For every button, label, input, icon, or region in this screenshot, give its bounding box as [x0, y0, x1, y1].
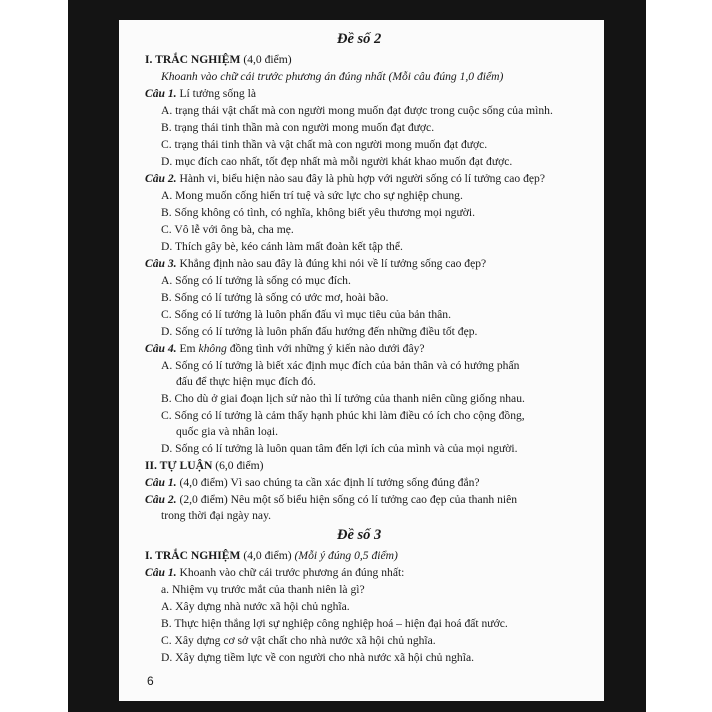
scan-border-left [68, 0, 119, 712]
option-c: C. Vô lễ với ông bà, cha mẹ. [161, 223, 294, 236]
option-d: D. Thích gây bè, kéo cánh làm mất đoàn kết tập thể. [161, 240, 403, 253]
question-label: Câu 2. [145, 172, 177, 185]
essay-question-2 [145, 493, 517, 507]
scan-border-top [68, 0, 646, 20]
exam-2-part2-heading [145, 459, 264, 473]
option-a: A. Mong muốn cống hiến trí tuệ và sức lực cho sự nghiệp chung. [161, 189, 463, 202]
question-text: Khẳng định nào sau đây là đúng khi nói về lí tưởng sống cao đẹp? [176, 257, 487, 270]
option-a: A. Sống có lí tưởng là biết xác định mục đích của bản thân và có hướng phấn [161, 359, 520, 372]
exam-3-part1-heading [145, 549, 398, 563]
exam-2-q1 [145, 87, 256, 101]
option-d: D. Sống có lí tưởng là luôn phấn đấu hướng đến những điều tốt đẹp. [161, 325, 478, 338]
option-c: C. Sống có lí tưởng là luôn phấn đấu vì mục tiêu của bản thân. [161, 308, 451, 321]
part1-note: (Mỗi ý đúng 0,5 điểm) [294, 549, 398, 562]
question-text-post: đồng tình với những ý kiến nào dưới đây? [226, 342, 425, 355]
part1-heading-text: I. TRẮC NGHIỆM [145, 549, 241, 562]
option-d: D. Xây dựng tiềm lực về con người cho nhà nước xã hội chủ nghĩa. [161, 651, 474, 664]
option-a: A. Xây dựng nhà nước xã hội chủ nghĩa. [161, 600, 350, 613]
exam-2-q4 [145, 342, 425, 356]
question-text: Khoanh vào chữ cái trước phương án đúng nhất: [176, 566, 405, 579]
option-c: C. trạng thái tinh thần và vật chất mà con người mong muốn đạt được. [161, 138, 488, 151]
essay-question-2-continued: trong thời đại ngày nay. [161, 509, 272, 522]
question-label: Câu 3. [145, 257, 177, 270]
question-text: (2,0 điểm) Nêu một số biểu hiện sống có lí tưởng cao đẹp của thanh niên [176, 493, 518, 506]
question-label: Câu 1. [145, 87, 177, 100]
option-b: B. Sống có lí tưởng là sống có ước mơ, hoài bão. [161, 291, 389, 304]
option-b: B. trạng thái tinh thần mà con người mong muốn đạt được. [161, 121, 435, 134]
part2-heading-text: II. TỰ LUẬN [145, 459, 213, 472]
option-c: C. Sống có lí tưởng là cảm thấy hạnh phúc khi làm điều có ích cho cộng đồng, [161, 409, 525, 422]
option-a: A. trạng thái vật chất mà con người mong muốn đạt được trong cuộc sống của mình. [161, 104, 553, 117]
option-b: B. Thực hiện thắng lợi sự nghiệp công nghiệp hoá – hiện đại hoá đất nước. [161, 617, 508, 630]
exam-2-part1-heading [145, 53, 292, 67]
essay-question-1 [145, 476, 480, 490]
question-text-pre: Em [176, 342, 199, 355]
scan-border-right [604, 0, 646, 712]
exam-3-q1 [145, 566, 404, 580]
question-label: Câu 1. [145, 476, 177, 489]
option-b: B. Sống không có tình, có nghĩa, không biết yêu thương mọi người. [161, 206, 476, 219]
scan-border-bottom [68, 701, 646, 712]
question-emphasis: không [198, 342, 227, 355]
question-text: (4,0 điểm) Vì sao chúng ta cần xác định lí tưởng sống đúng đắn? [176, 476, 480, 489]
question-text: Hành vi, biểu hiện nào sau đây là phù hợp với người sống có lí tưởng cao đẹp? [176, 172, 545, 185]
part2-points: (6,0 điểm) [212, 459, 264, 472]
exam-3-title: Đề số 3 [337, 527, 382, 543]
part1-heading-text: I. TRẮC NGHIỆM [145, 53, 241, 66]
option-d: D. mục đích cao nhất, tốt đẹp nhất mà mỗi người khát khao muốn đạt được. [161, 155, 513, 168]
exam-2-instruction: Khoanh vào chữ cái trước phương án đúng nhất (Mỗi câu đúng 1,0 điểm) [161, 70, 504, 83]
exam-2-q2 [145, 172, 545, 186]
question-label: Câu 4. [145, 342, 177, 355]
part1-points: (4,0 điểm) [240, 53, 292, 66]
book-page [119, 20, 604, 701]
option-c: C. Xây dựng cơ sở vật chất cho nhà nước xã hội chủ nghĩa. [161, 634, 436, 647]
part1-points: (4,0 điểm) [240, 549, 295, 562]
option-c-continued: quốc gia và nhân loại. [176, 425, 279, 438]
option-b: B. Cho dù ở giai đoạn lịch sử nào thì lí tưởng của thanh niên cũng giống nhau. [161, 392, 525, 405]
option-a: A. Sống có lí tưởng là sống có mục đích. [161, 274, 351, 287]
page-number: 6 [147, 674, 154, 688]
option-d: D. Sống có lí tưởng là luôn quan tâm đến lợi ích của mình và của mọi người. [161, 442, 518, 455]
exam-2-title: Đề số 2 [337, 31, 382, 47]
question-label: Câu 1. [145, 566, 177, 579]
exam-2-q3 [145, 257, 486, 271]
option-a-continued: đấu để thực hiện mục đích đó. [176, 375, 316, 388]
question-label: Câu 2. [145, 493, 177, 506]
question-text: Lí tưởng sống là [176, 87, 256, 100]
sub-question: a. Nhiệm vụ trước mắt của thanh niên là gì? [161, 583, 365, 596]
